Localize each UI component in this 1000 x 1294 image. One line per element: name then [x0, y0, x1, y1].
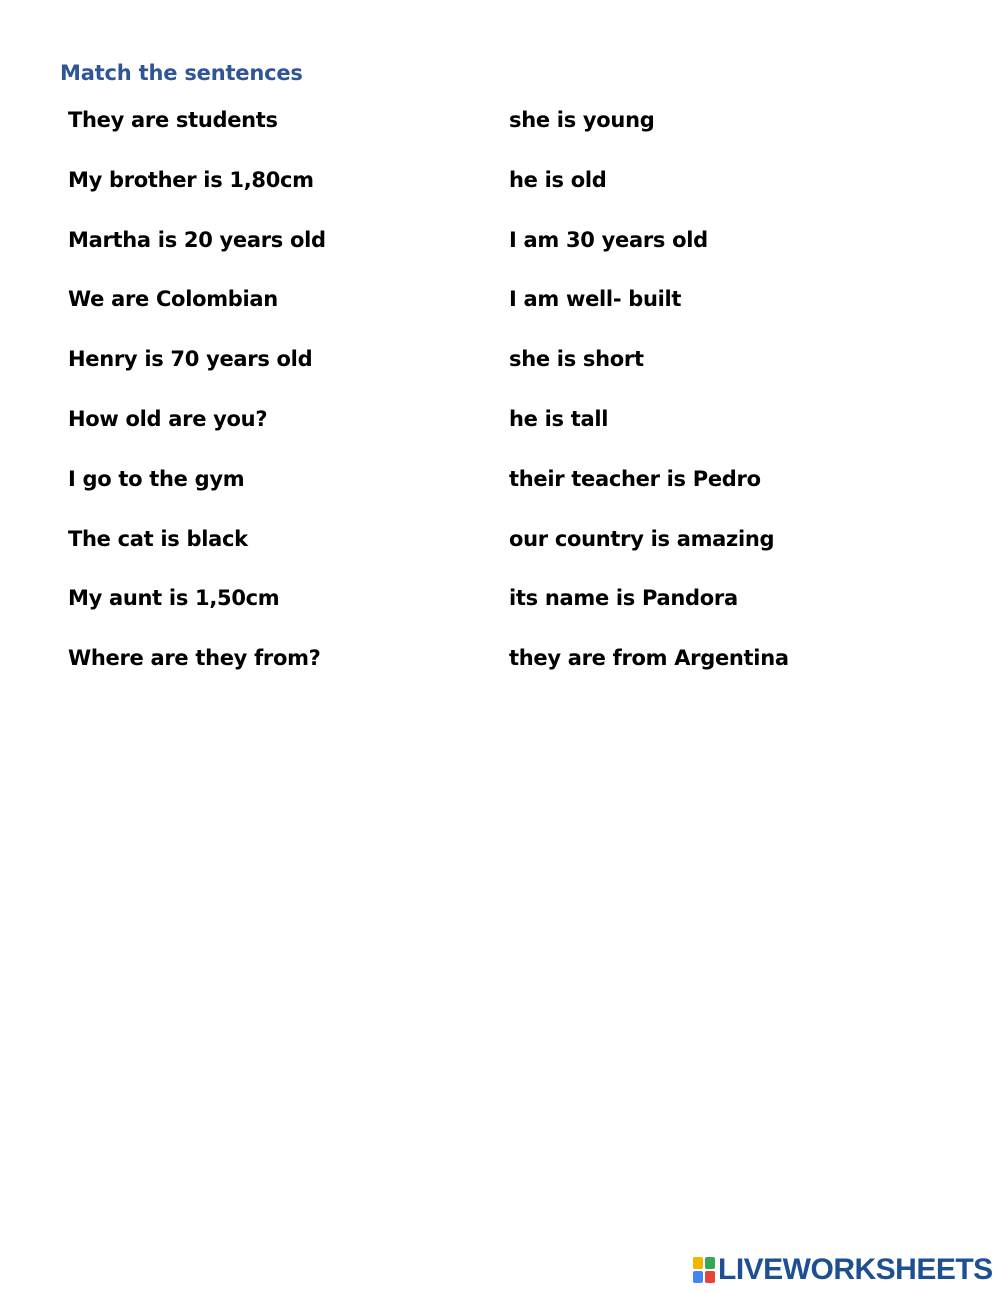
left-sentence-item[interactable]: They are students — [68, 108, 278, 132]
right-sentence-item[interactable]: I am 30 years old — [509, 227, 708, 252]
logo-mark-square — [705, 1257, 715, 1269]
left-sentence-column — [68, 105, 326, 703]
right-sentence-item[interactable]: she is young — [509, 108, 655, 132]
left-sentence-item[interactable]: My brother is 1,80cm — [68, 167, 314, 192]
right-sentence-column — [509, 105, 789, 703]
liveworksheets-logo — [693, 1254, 993, 1286]
logo-mark-square — [693, 1257, 703, 1269]
left-sentence-item[interactable]: How old are you? — [68, 406, 268, 431]
right-sentence-item[interactable]: I am well- built — [509, 287, 682, 312]
right-sentence-item[interactable]: their teacher is Pedro — [509, 466, 761, 491]
logo-mark-square — [705, 1271, 715, 1283]
left-sentence-item[interactable]: My aunt is 1,50cm — [68, 586, 280, 611]
left-sentence-item[interactable]: Martha is 20 years old — [68, 227, 326, 252]
logo-mark-square — [693, 1271, 703, 1283]
left-sentence-item[interactable]: We are Colombian — [68, 287, 278, 312]
right-sentence-item[interactable]: he is tall — [509, 406, 609, 431]
worksheet-title: Match the sentences — [60, 61, 303, 85]
left-sentence-item[interactable]: Henry is 70 years old — [68, 347, 313, 372]
left-sentence-item[interactable]: Where are they from? — [68, 646, 321, 671]
right-sentence-item[interactable]: they are from Argentina — [509, 646, 789, 671]
right-sentence-item[interactable]: she is short — [509, 347, 644, 372]
left-sentence-item[interactable]: I go to the gym — [68, 466, 245, 491]
right-sentence-item[interactable]: its name is Pandora — [509, 586, 738, 611]
left-sentence-item[interactable]: The cat is black — [68, 526, 248, 551]
logo-text: LIVEWORKSHEETS — [718, 1253, 993, 1286]
right-sentence-item[interactable]: our country is amazing — [509, 526, 775, 551]
right-sentence-item[interactable]: he is old — [509, 167, 607, 192]
logo-mark-icon — [693, 1257, 715, 1283]
